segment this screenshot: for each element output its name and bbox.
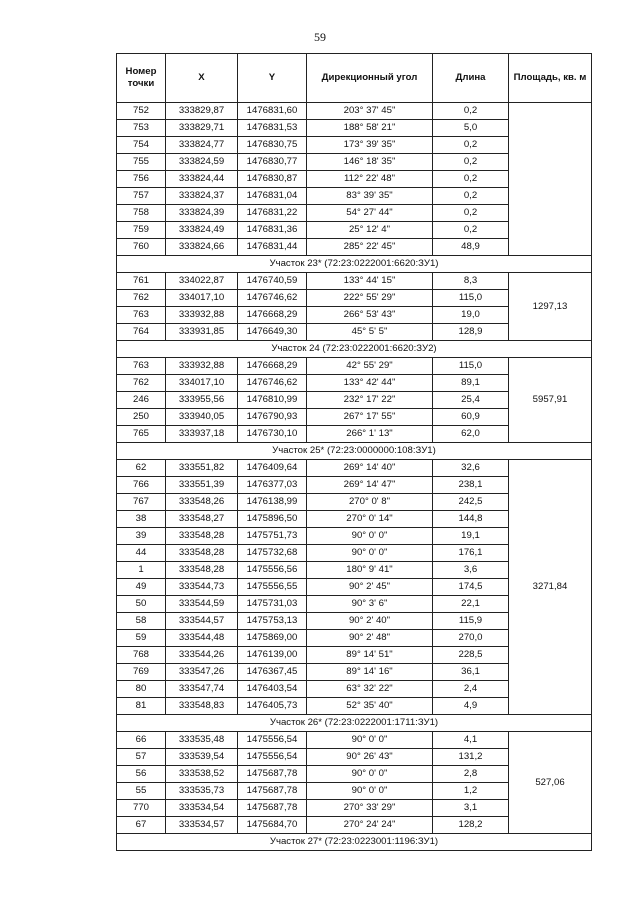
y-cell: 1476831,36 <box>238 222 307 239</box>
direction-angle-cell: 270° 24' 24" <box>307 817 433 834</box>
point-number-cell: 66 <box>117 732 166 749</box>
section-title: Участок 25* (72:23:0000000:108:ЗУ1) <box>117 443 592 460</box>
point-number-cell: 67 <box>117 817 166 834</box>
point-number-cell: 754 <box>117 137 166 154</box>
point-number-cell: 770 <box>117 800 166 817</box>
y-cell: 1476377,03 <box>238 477 307 494</box>
y-cell: 1475687,78 <box>238 783 307 800</box>
length-cell: 115,0 <box>433 290 509 307</box>
point-number-cell: 765 <box>117 426 166 443</box>
y-cell: 1475687,78 <box>238 766 307 783</box>
x-cell: 333544,26 <box>166 647 238 664</box>
length-cell: 115,0 <box>433 358 509 375</box>
point-number-cell: 80 <box>117 681 166 698</box>
length-cell: 60,9 <box>433 409 509 426</box>
point-number-cell: 55 <box>117 783 166 800</box>
length-cell: 19,0 <box>433 307 509 324</box>
point-number-cell: 58 <box>117 613 166 630</box>
point-number-cell: 44 <box>117 545 166 562</box>
y-cell: 1476830,77 <box>238 154 307 171</box>
x-cell: 333539,54 <box>166 749 238 766</box>
y-cell: 1476831,60 <box>238 103 307 120</box>
y-cell: 1475751,73 <box>238 528 307 545</box>
length-cell: 32,6 <box>433 460 509 477</box>
direction-angle-cell: 270° 0' 14" <box>307 511 433 528</box>
x-cell: 333824,44 <box>166 171 238 188</box>
header-x: X <box>166 54 238 103</box>
point-number-cell: 763 <box>117 307 166 324</box>
direction-angle-cell: 90° 0' 0" <box>307 766 433 783</box>
table-body <box>117 103 592 851</box>
direction-angle-cell: 270° 0' 8" <box>307 494 433 511</box>
direction-angle-cell: 54° 27' 44" <box>307 205 433 222</box>
y-cell: 1476830,75 <box>238 137 307 154</box>
length-cell: 128,2 <box>433 817 509 834</box>
direction-angle-cell: 180° 9' 41" <box>307 562 433 579</box>
point-number-cell: 755 <box>117 154 166 171</box>
length-cell: 270,0 <box>433 630 509 647</box>
x-cell: 333931,85 <box>166 324 238 341</box>
direction-angle-cell: 270° 33' 29" <box>307 800 433 817</box>
length-cell: 2,8 <box>433 766 509 783</box>
direction-angle-cell: 90° 0' 0" <box>307 783 433 800</box>
x-cell: 333547,74 <box>166 681 238 698</box>
x-cell: 333932,88 <box>166 307 238 324</box>
point-number-cell: 59 <box>117 630 166 647</box>
y-cell: 1475556,55 <box>238 579 307 596</box>
length-cell: 4,1 <box>433 732 509 749</box>
direction-angle-cell: 90° 26' 43" <box>307 749 433 766</box>
y-cell: 1476668,29 <box>238 358 307 375</box>
point-number-cell: 761 <box>117 273 166 290</box>
x-cell: 333535,73 <box>166 783 238 800</box>
table-row <box>117 103 592 120</box>
point-number-cell: 752 <box>117 103 166 120</box>
y-cell: 1475731,03 <box>238 596 307 613</box>
length-cell: 4,9 <box>433 698 509 715</box>
section-title: Участок 27* (72:23:0223001:1196:ЗУ1) <box>117 834 592 851</box>
length-cell: 115,9 <box>433 613 509 630</box>
direction-angle-cell: 266° 1' 13" <box>307 426 433 443</box>
section-title: Участок 24 (72:23:0222001:6620:ЗУ2) <box>117 341 592 358</box>
direction-angle-cell: 222° 55' 29" <box>307 290 433 307</box>
y-cell: 1476810,99 <box>238 392 307 409</box>
y-cell: 1476831,04 <box>238 188 307 205</box>
y-cell: 1476746,62 <box>238 290 307 307</box>
point-number-cell: 49 <box>117 579 166 596</box>
x-cell: 333534,54 <box>166 800 238 817</box>
point-number-cell: 57 <box>117 749 166 766</box>
x-cell: 333955,56 <box>166 392 238 409</box>
y-cell: 1475732,68 <box>238 545 307 562</box>
direction-angle-cell: 267° 17' 55" <box>307 409 433 426</box>
point-number-cell: 760 <box>117 239 166 256</box>
y-cell: 1476409,64 <box>238 460 307 477</box>
point-number-cell: 767 <box>117 494 166 511</box>
direction-angle-cell: 269° 14' 40" <box>307 460 433 477</box>
length-cell: 174,5 <box>433 579 509 596</box>
area-cell: 5957,91 <box>509 358 592 443</box>
y-cell: 1476139,00 <box>238 647 307 664</box>
x-cell: 334022,87 <box>166 273 238 290</box>
length-cell: 128,9 <box>433 324 509 341</box>
direction-angle-cell: 269° 14' 47" <box>307 477 433 494</box>
table-row <box>117 358 592 375</box>
x-cell: 333548,83 <box>166 698 238 715</box>
x-cell: 333829,71 <box>166 120 238 137</box>
section-title-row <box>117 834 592 851</box>
y-cell: 1475869,00 <box>238 630 307 647</box>
y-cell: 1476746,62 <box>238 375 307 392</box>
direction-angle-cell: 90° 2' 40" <box>307 613 433 630</box>
direction-angle-cell: 203° 37' 45" <box>307 103 433 120</box>
header-y: Y <box>238 54 307 103</box>
x-cell: 333544,48 <box>166 630 238 647</box>
length-cell: 144,8 <box>433 511 509 528</box>
direction-angle-cell: 89° 14' 51" <box>307 647 433 664</box>
area-cell: 3271,84 <box>509 460 592 715</box>
point-number-cell: 758 <box>117 205 166 222</box>
x-cell: 333824,49 <box>166 222 238 239</box>
direction-angle-cell: 45° 5' 5" <box>307 324 433 341</box>
header-direction-angle: Дирекционный угол <box>307 54 433 103</box>
y-cell: 1475556,56 <box>238 562 307 579</box>
y-cell: 1476831,22 <box>238 205 307 222</box>
x-cell: 333548,26 <box>166 494 238 511</box>
y-cell: 1476367,45 <box>238 664 307 681</box>
point-number-cell: 763 <box>117 358 166 375</box>
table-row <box>117 732 592 749</box>
x-cell: 333824,77 <box>166 137 238 154</box>
length-cell: 2,4 <box>433 681 509 698</box>
point-number-cell: 766 <box>117 477 166 494</box>
length-cell: 131,2 <box>433 749 509 766</box>
direction-angle-cell: 90° 2' 45" <box>307 579 433 596</box>
direction-angle-cell: 83° 39' 35" <box>307 188 433 205</box>
coordinates-table <box>116 53 592 851</box>
point-number-cell: 768 <box>117 647 166 664</box>
y-cell: 1475896,50 <box>238 511 307 528</box>
x-cell: 333932,88 <box>166 358 238 375</box>
section-title-row <box>117 256 592 273</box>
section-title-row <box>117 443 592 460</box>
direction-angle-cell: 112° 22' 48" <box>307 171 433 188</box>
point-number-cell: 762 <box>117 375 166 392</box>
direction-angle-cell: 146° 18' 35" <box>307 154 433 171</box>
x-cell: 333824,37 <box>166 188 238 205</box>
point-number-cell: 769 <box>117 664 166 681</box>
point-number-cell: 81 <box>117 698 166 715</box>
x-cell: 333544,57 <box>166 613 238 630</box>
direction-angle-cell: 42° 55' 29" <box>307 358 433 375</box>
length-cell: 25,4 <box>433 392 509 409</box>
direction-angle-cell: 188° 58' 21" <box>307 120 433 137</box>
direction-angle-cell: 173° 39' 35" <box>307 137 433 154</box>
length-cell: 3,6 <box>433 562 509 579</box>
x-cell: 334017,10 <box>166 375 238 392</box>
length-cell: 89,1 <box>433 375 509 392</box>
direction-angle-cell: 285° 22' 45" <box>307 239 433 256</box>
header-length: Длина <box>433 54 509 103</box>
direction-angle-cell: 90° 0' 0" <box>307 732 433 749</box>
length-cell: 0,2 <box>433 205 509 222</box>
x-cell: 333824,66 <box>166 239 238 256</box>
length-cell: 36,1 <box>433 664 509 681</box>
point-number-cell: 250 <box>117 409 166 426</box>
y-cell: 1475753,13 <box>238 613 307 630</box>
x-cell: 333534,57 <box>166 817 238 834</box>
area-cell <box>509 103 592 256</box>
length-cell: 0,2 <box>433 171 509 188</box>
y-cell: 1475684,70 <box>238 817 307 834</box>
x-cell: 333829,87 <box>166 103 238 120</box>
y-cell: 1475556,54 <box>238 732 307 749</box>
point-number-cell: 762 <box>117 290 166 307</box>
header-area: Площадь, кв. м <box>509 54 592 103</box>
x-cell: 333937,18 <box>166 426 238 443</box>
y-cell: 1475687,78 <box>238 800 307 817</box>
y-cell: 1476830,87 <box>238 171 307 188</box>
y-cell: 1476730,10 <box>238 426 307 443</box>
x-cell: 333548,28 <box>166 528 238 545</box>
y-cell: 1476668,29 <box>238 307 307 324</box>
direction-angle-cell: 90° 0' 0" <box>307 545 433 562</box>
point-number-cell: 38 <box>117 511 166 528</box>
x-cell: 333824,59 <box>166 154 238 171</box>
point-number-cell: 759 <box>117 222 166 239</box>
point-number-cell: 39 <box>117 528 166 545</box>
y-cell: 1476740,59 <box>238 273 307 290</box>
length-cell: 0,2 <box>433 137 509 154</box>
section-title-row <box>117 715 592 732</box>
x-cell: 333547,26 <box>166 664 238 681</box>
direction-angle-cell: 63° 32' 22" <box>307 681 433 698</box>
direction-angle-cell: 25° 12' 4" <box>307 222 433 239</box>
section-title: Участок 26* (72:23:0222001:1711:ЗУ1) <box>117 715 592 732</box>
length-cell: 22,1 <box>433 596 509 613</box>
x-cell: 334017,10 <box>166 290 238 307</box>
length-cell: 3,1 <box>433 800 509 817</box>
y-cell: 1476831,53 <box>238 120 307 137</box>
point-number-cell: 1 <box>117 562 166 579</box>
length-cell: 238,1 <box>433 477 509 494</box>
x-cell: 333551,82 <box>166 460 238 477</box>
section-title: Участок 23* (72:23:0222001:6620:ЗУ1) <box>117 256 592 273</box>
point-number-cell: 757 <box>117 188 166 205</box>
point-number-cell: 246 <box>117 392 166 409</box>
length-cell: 176,1 <box>433 545 509 562</box>
x-cell: 333544,73 <box>166 579 238 596</box>
x-cell: 333548,28 <box>166 545 238 562</box>
area-cell: 527,06 <box>509 732 592 834</box>
length-cell: 0,2 <box>433 103 509 120</box>
point-number-cell: 50 <box>117 596 166 613</box>
direction-angle-cell: 90° 0' 0" <box>307 528 433 545</box>
table-row <box>117 273 592 290</box>
direction-angle-cell: 52° 35' 40" <box>307 698 433 715</box>
length-cell: 19,1 <box>433 528 509 545</box>
y-cell: 1476790,93 <box>238 409 307 426</box>
y-cell: 1476649,30 <box>238 324 307 341</box>
direction-angle-cell: 133° 42' 44" <box>307 375 433 392</box>
x-cell: 333551,39 <box>166 477 238 494</box>
direction-angle-cell: 266° 53' 43" <box>307 307 433 324</box>
length-cell: 62,0 <box>433 426 509 443</box>
table-row <box>117 460 592 477</box>
direction-angle-cell: 133° 44' 15" <box>307 273 433 290</box>
point-number-cell: 62 <box>117 460 166 477</box>
table-header-row <box>117 54 592 103</box>
section-title-row <box>117 341 592 358</box>
x-cell: 333535,48 <box>166 732 238 749</box>
length-cell: 242,5 <box>433 494 509 511</box>
y-cell: 1476403,54 <box>238 681 307 698</box>
direction-angle-cell: 90° 3' 6" <box>307 596 433 613</box>
direction-angle-cell: 90° 2' 48" <box>307 630 433 647</box>
y-cell: 1476405,73 <box>238 698 307 715</box>
x-cell: 333544,59 <box>166 596 238 613</box>
x-cell: 333824,39 <box>166 205 238 222</box>
point-number-cell: 753 <box>117 120 166 137</box>
header-point-number: Номер точки <box>117 54 166 103</box>
length-cell: 1,2 <box>433 783 509 800</box>
point-number-cell: 756 <box>117 171 166 188</box>
length-cell: 48,9 <box>433 239 509 256</box>
direction-angle-cell: 232° 17' 22" <box>307 392 433 409</box>
length-cell: 8,3 <box>433 273 509 290</box>
x-cell: 333940,05 <box>166 409 238 426</box>
length-cell: 228,5 <box>433 647 509 664</box>
y-cell: 1476138,99 <box>238 494 307 511</box>
length-cell: 0,2 <box>433 154 509 171</box>
point-number-cell: 764 <box>117 324 166 341</box>
x-cell: 333548,28 <box>166 562 238 579</box>
length-cell: 5,0 <box>433 120 509 137</box>
point-number-cell: 56 <box>117 766 166 783</box>
y-cell: 1476831,44 <box>238 239 307 256</box>
length-cell: 0,2 <box>433 188 509 205</box>
x-cell: 333548,27 <box>166 511 238 528</box>
page-number: 59 <box>314 30 326 44</box>
y-cell: 1475556,54 <box>238 749 307 766</box>
direction-angle-cell: 89° 14' 16" <box>307 664 433 681</box>
length-cell: 0,2 <box>433 222 509 239</box>
area-cell: 1297,13 <box>509 273 592 341</box>
x-cell: 333538,52 <box>166 766 238 783</box>
